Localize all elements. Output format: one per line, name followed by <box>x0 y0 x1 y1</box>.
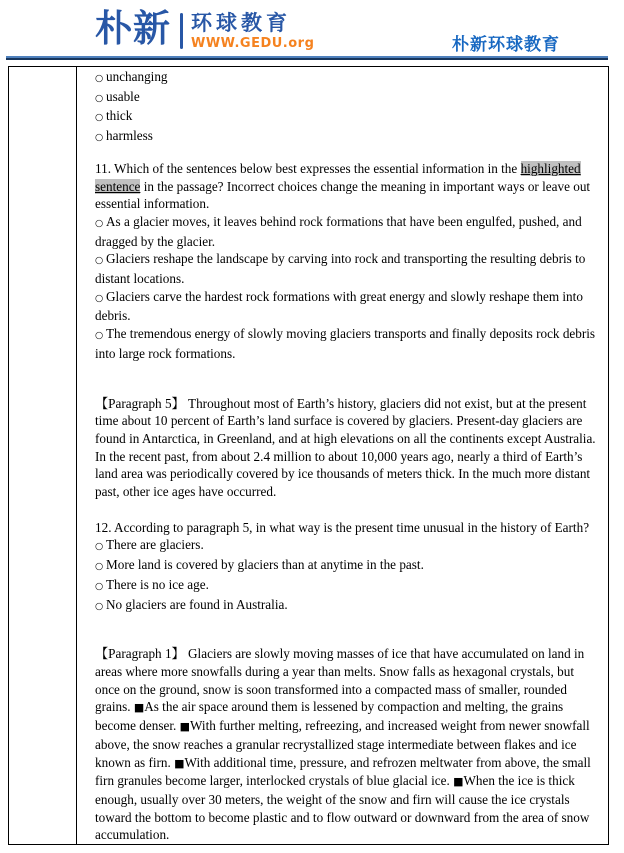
option-text: No glaciers are found in Australia. <box>106 596 288 612</box>
paragraph-5 <box>95 395 600 501</box>
paragraph-1-text: As the air space around them is lessened by compaction and melting, the grains become denser. <box>95 699 564 734</box>
q10-option-4 <box>95 127 600 147</box>
option-text: Glaciers reshape the landscape by carving into rock and transporting the resulting debris to distant locations. <box>95 251 586 287</box>
highlighted-sentence-term: highlighted sentence <box>95 160 581 194</box>
question-12-stem: 12. According to paragraph 5, in what way is the present time unusual in the history of Earth? <box>95 519 590 535</box>
q10-option-3 <box>95 107 600 127</box>
option-text: As a glacier moves, it leaves behind rock formations that have been engulfed, pushed, and dragged by the glacier. <box>95 213 582 249</box>
paragraph-1-text: With additional time, pressure, and refrozen meltwater from above, the small firn granules become larger, interlocked crystals of blue glacial ice. <box>95 754 591 789</box>
option-circle-icon: ○ <box>95 217 104 229</box>
q10-option-1 <box>95 68 600 88</box>
q11-option-1 <box>95 213 600 250</box>
q12-option-2 <box>95 556 600 576</box>
option-circle-icon: ○ <box>95 541 104 553</box>
paragraph-5-label: 【Paragraph 5】 <box>95 395 185 411</box>
q11-option-3 <box>95 288 600 325</box>
option-circle-icon: ○ <box>95 73 104 84</box>
insert-point-square-icon: ■ <box>453 775 464 789</box>
option-text: harmless <box>106 128 153 144</box>
q11-option-4 <box>95 325 600 362</box>
option-text: usable <box>106 88 140 104</box>
logo-divider-bar <box>180 13 183 49</box>
brand-logo-subtext: 环球教育 <box>191 11 291 35</box>
option-circle-icon: ○ <box>95 580 104 592</box>
stem-text: 11. Which of the sentences below best expresses the essential information in the <box>95 160 521 176</box>
question-10-options <box>95 68 600 147</box>
option-circle-icon: ○ <box>95 600 104 612</box>
paragraph-5-text: Throughout most of Earth’s history, glaciers did not exist, but at the present time about 10 percent of Earth’s land surface is covered by glaciers. Present-day glaciers are found in Antarctica, in Greenland, and at high elevations on all the continents except Australia. In the recent past, from about 2.4 million to about 10,000 years ago, nearly a third of Earth’s land area was periodically covered by ice thousands of meters thick. In the much more distant past, other ice ages have occurred. <box>95 395 596 500</box>
option-text: There are glaciers. <box>106 537 204 553</box>
option-text: Glaciers carve the hardest rock formations with great energy and slowly reshape them into debris. <box>95 288 583 324</box>
question-12-options <box>95 536 600 615</box>
option-circle-icon: ○ <box>95 132 104 144</box>
brand-logo-text: 朴新 <box>95 7 171 50</box>
q12-option-3 <box>95 576 600 596</box>
option-text: unchanging <box>106 69 168 84</box>
table-content-column <box>77 67 608 844</box>
table-left-column <box>9 67 77 844</box>
paragraph-1-text: Glaciers are slowly moving masses of ice that have accumulated on land in areas where more snowfalls during a year than melts. Snow falls as hexagonal crystals, but once on the ground, snow is soon transformed into a compacted mass of smaller, rounded grains. <box>95 646 585 715</box>
document-table <box>8 66 609 845</box>
question-11-stem <box>95 160 600 213</box>
option-circle-icon: ○ <box>95 292 104 304</box>
insert-point-square-icon: ■ <box>174 756 185 770</box>
option-text: thick <box>106 108 133 124</box>
page-header <box>0 0 624 56</box>
header-rule <box>6 56 608 60</box>
option-text: More land is covered by glaciers than at anytime in the past. <box>106 557 424 573</box>
insert-point-square-icon: ■ <box>133 701 145 715</box>
option-text: The tremendous energy of slowly moving glaciers transports and finally deposits rock debris into large rock formations. <box>95 326 596 361</box>
option-circle-icon: ○ <box>95 255 104 267</box>
q12-option-4 <box>95 596 600 616</box>
option-circle-icon: ○ <box>95 330 104 342</box>
q10-option-2 <box>95 88 600 108</box>
question-11-options <box>95 213 600 363</box>
paragraph-1-text: With further melting, refreezing, and increased weight from newer snowfall above, the snow reaches a granular recrystallized stage intermediate between flakes and ice known as firn. <box>95 718 590 770</box>
q12-option-1 <box>95 536 600 556</box>
option-circle-icon: ○ <box>95 92 104 104</box>
insert-point-square-icon: ■ <box>179 720 190 734</box>
paragraph-1 <box>95 645 600 844</box>
paragraph-1-label: 【Paragraph 1】 <box>95 646 185 662</box>
option-circle-icon: ○ <box>95 561 104 573</box>
paragraph-1-text: When the ice is thick enough, usually over 30 meters, the weight of the snow and firn will cause the ice crystals toward the bottom to become plastic and to flow outward or downward from the area of snow accumulation. <box>95 773 590 843</box>
stem-text: in the passage? Incorrect choices change the meaning in important ways or leave out essential information. <box>95 178 591 212</box>
header-right-title: 朴新环球教育 <box>452 35 560 55</box>
brand-logo <box>95 6 314 52</box>
option-text: There is no ice age. <box>106 576 209 592</box>
option-circle-icon: ○ <box>95 112 104 124</box>
q11-option-2 <box>95 250 600 287</box>
brand-url: WWW.GEDU.org <box>191 36 315 51</box>
